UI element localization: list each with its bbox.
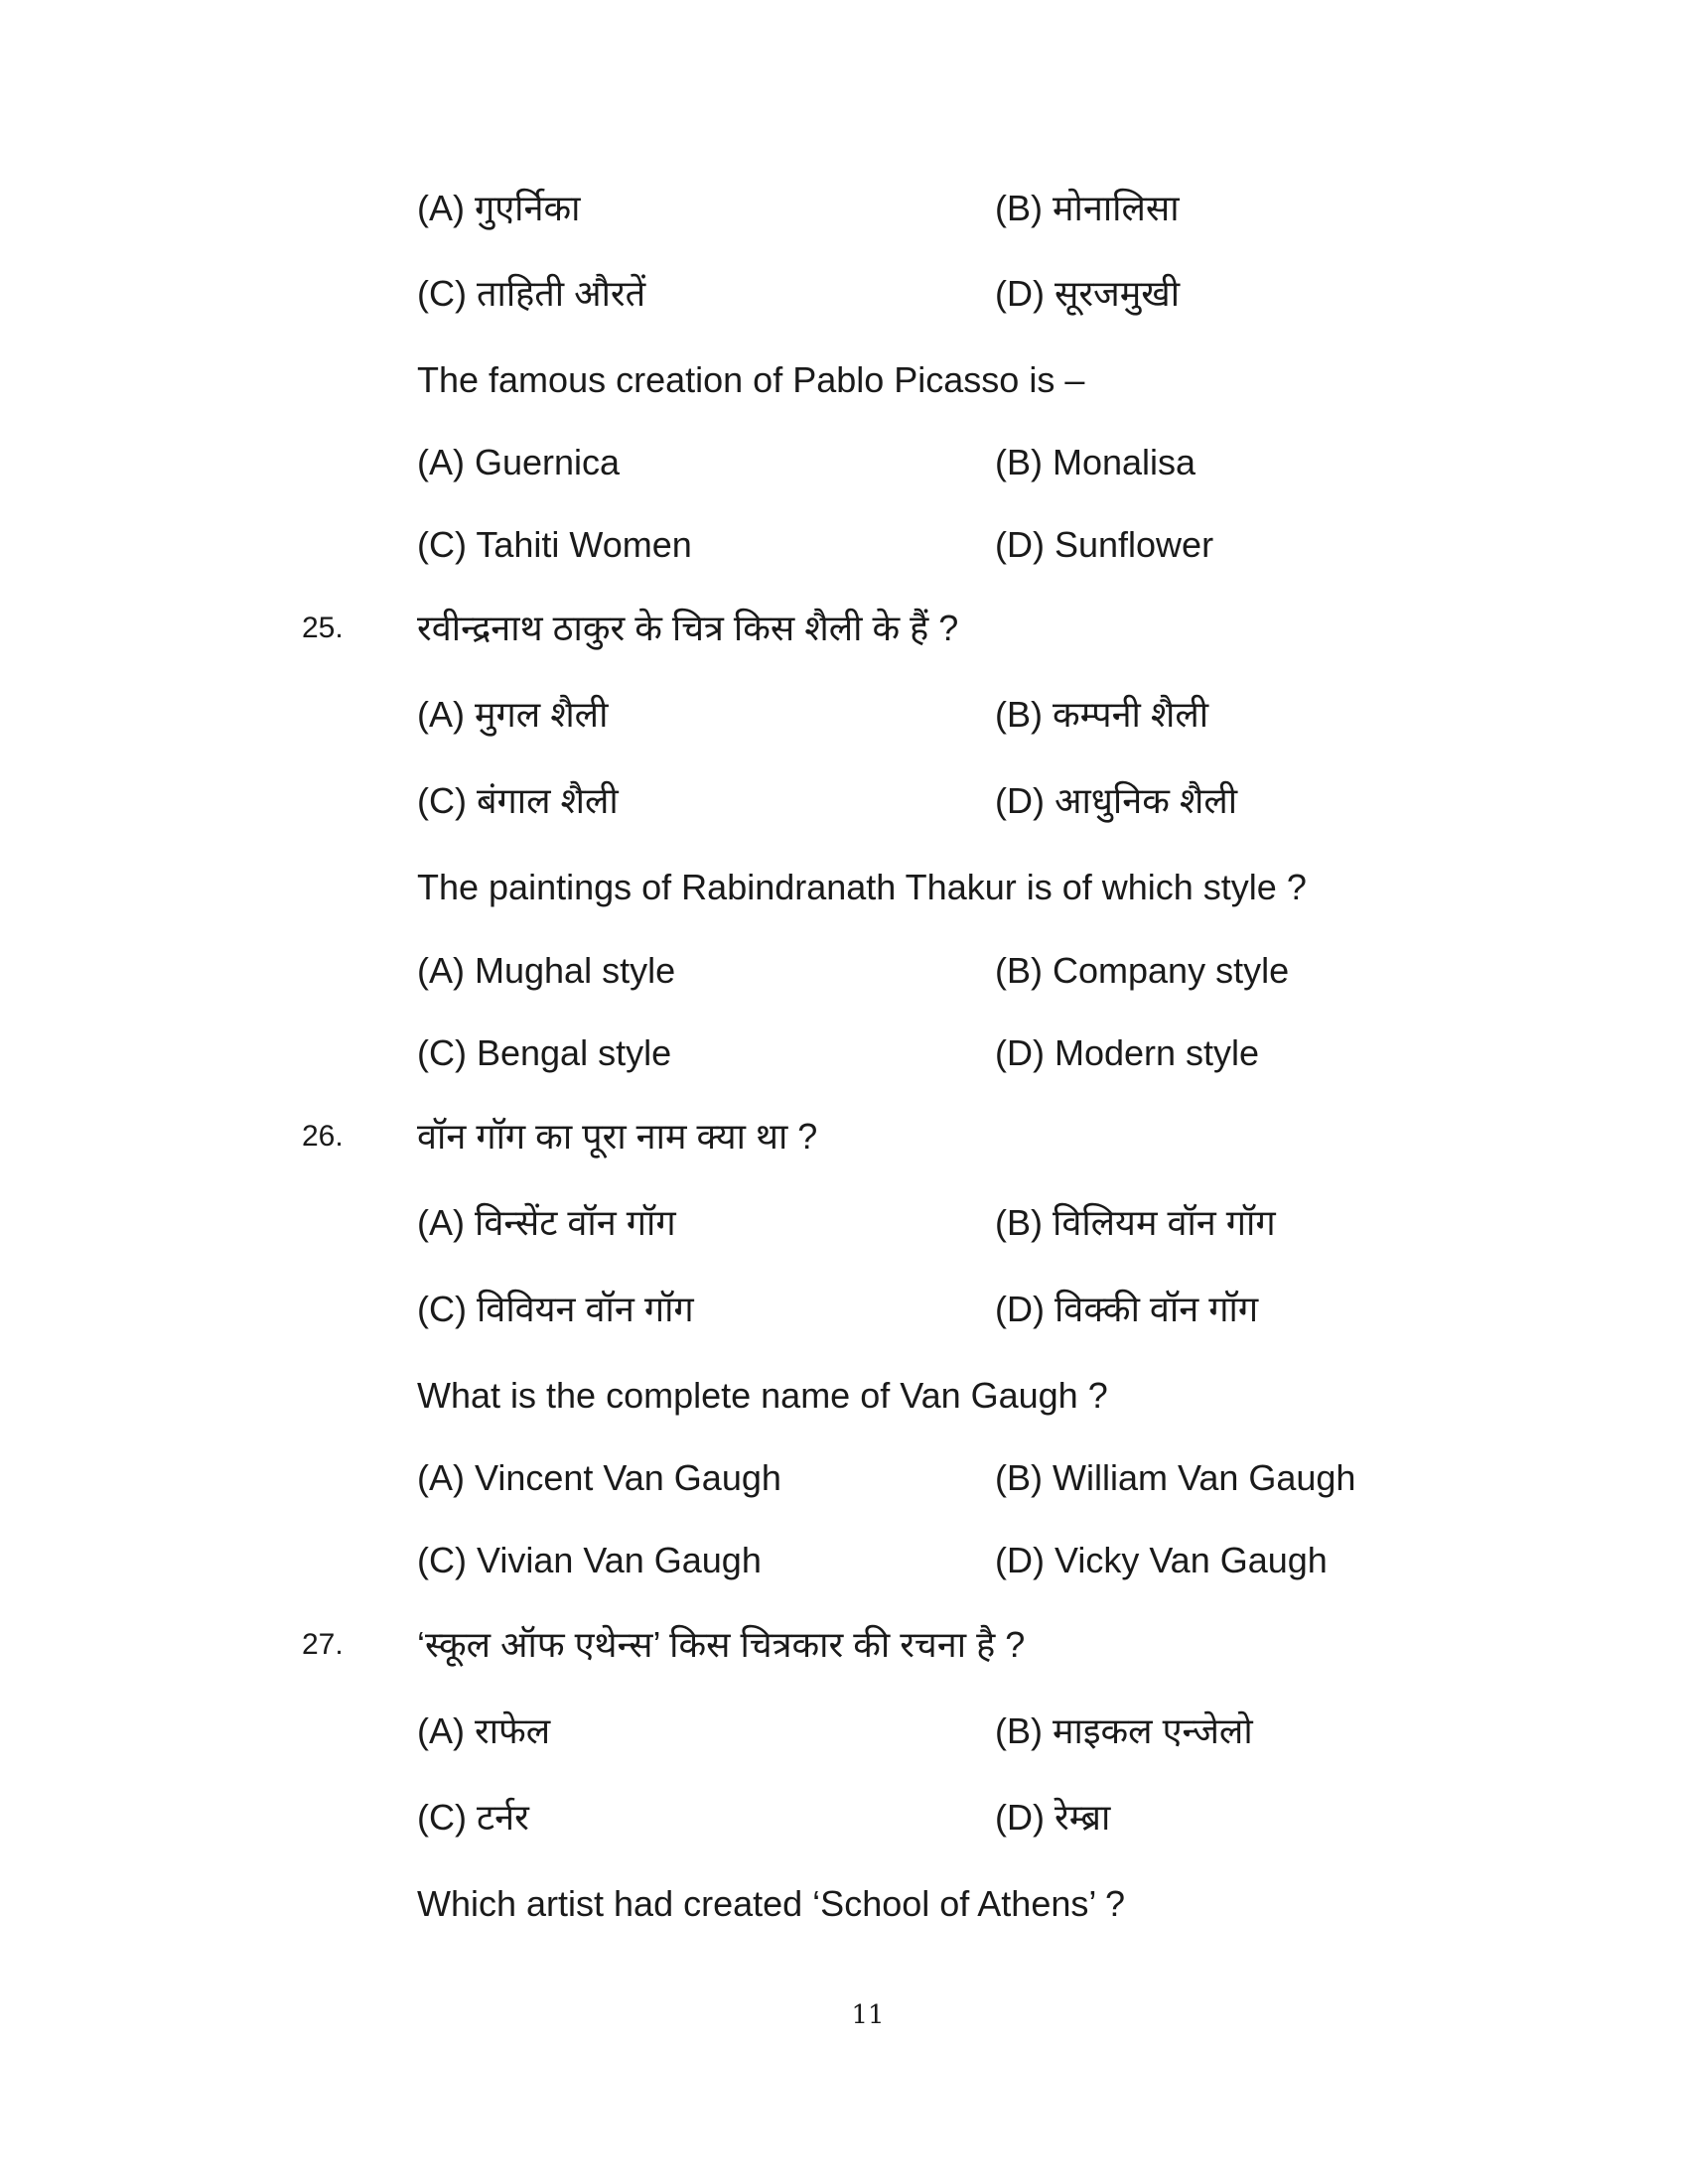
q24-en-option-c: (C) Tahiti Women	[417, 524, 692, 565]
q26-hi-question: वॉन गॉग का पूरा नाम क्या था ?	[417, 1116, 818, 1157]
q24-en-option-d: (D) Sunflower	[995, 524, 1214, 565]
q24-hi-option-a: (A) गुएर्निका	[417, 188, 581, 228]
q26-en-question-row	[0, 1366, 1688, 1426]
q25-en-option-b: (B) Company style	[995, 950, 1290, 991]
q25-en-option-c: (C) Bengal style	[417, 1032, 672, 1073]
q27-hi-option-a: (A) राफेल	[417, 1710, 551, 1751]
page-number: 11	[851, 2000, 885, 2030]
question-number-26: 26.	[302, 1120, 344, 1153]
q24-en-question: The famous creation of Pablo Picasso is –	[417, 359, 1085, 400]
q25-en-options-row-1	[0, 941, 1688, 1001]
q25-hi-question-row	[0, 599, 1688, 658]
q24-en-option-b: (B) Monalisa	[995, 442, 1196, 482]
q24-en-options-row-1	[0, 433, 1688, 492]
q25-en-option-a: (A) Mughal style	[417, 950, 676, 991]
q26-en-option-b: (B) William Van Gaugh	[995, 1457, 1356, 1498]
q26-en-question: What is the complete name of Van Gaugh ?	[417, 1375, 1108, 1416]
q24-en-question-row	[0, 350, 1688, 410]
question-number-27: 27.	[302, 1628, 344, 1661]
q25-en-option-d: (D) Modern style	[995, 1032, 1260, 1073]
q25-hi-option-d: (D) आधुनिक शैली	[995, 780, 1238, 821]
q25-hi-options-row-2	[0, 771, 1688, 831]
q25-hi-option-b: (B) कम्पनी शैली	[995, 694, 1209, 735]
q24-hi-option-b: (B) मोनालिसा	[995, 188, 1180, 228]
q27-hi-question: ‘स्कूल ऑफ एथेन्स’ किस चित्रकार की रचना है ?	[417, 1624, 1026, 1665]
q25-hi-question: रवीन्द्रनाथ ठाकुर के चित्र किस शैली के हैं ?	[417, 608, 959, 648]
q27-en-question: Which artist had created ‘School of Athens’ ?	[417, 1883, 1126, 1924]
q26-hi-question-row	[0, 1107, 1688, 1166]
q27-hi-option-c: (C) टर्नर	[417, 1797, 529, 1838]
q26-hi-option-b: (B) विलियम वॉन गॉग	[995, 1202, 1276, 1243]
q24-hi-option-c: (C) ताहिती औरतें	[417, 273, 646, 314]
q26-hi-option-d: (D) विक्की वॉन गॉग	[995, 1289, 1259, 1329]
q24-hi-options-row-2	[0, 264, 1688, 324]
q25-hi-options-row-1	[0, 685, 1688, 745]
q27-hi-options-row-1	[0, 1702, 1688, 1761]
q24-en-options-row-2	[0, 515, 1688, 575]
q24-en-option-a: (A) Guernica	[417, 442, 621, 482]
q25-en-question-row	[0, 858, 1688, 917]
q27-hi-question-row	[0, 1615, 1688, 1675]
q25-hi-option-c: (C) बंगाल शैली	[417, 780, 619, 821]
q26-hi-options-row-1	[0, 1193, 1688, 1253]
q26-en-option-d: (D) Vicky Van Gaugh	[995, 1540, 1328, 1580]
q27-hi-options-row-2	[0, 1788, 1688, 1847]
q27-en-question-row	[0, 1874, 1688, 1934]
q26-en-options-row-1	[0, 1448, 1688, 1508]
q27-hi-option-b: (B) माइकल एन्जेलो	[995, 1710, 1253, 1751]
q25-hi-option-a: (A) मुगल शैली	[417, 694, 609, 735]
q26-en-option-a: (A) Vincent Van Gaugh	[417, 1457, 781, 1498]
q26-en-option-c: (C) Vivian Van Gaugh	[417, 1540, 762, 1580]
q24-hi-options-row-1	[0, 179, 1688, 238]
q26-hi-option-c: (C) विवियन वॉन गॉग	[417, 1289, 694, 1329]
q26-hi-option-a: (A) विन्सेंट वॉन गॉग	[417, 1202, 676, 1243]
q25-en-question: The paintings of Rabindranath Thakur is of which style ?	[417, 867, 1307, 907]
q26-hi-options-row-2	[0, 1280, 1688, 1339]
question-number-25: 25.	[302, 612, 344, 644]
q27-hi-option-d: (D) रेम्ब्रा	[995, 1797, 1111, 1838]
q25-en-options-row-2	[0, 1024, 1688, 1083]
q24-hi-option-d: (D) सूरजमुखी	[995, 273, 1181, 314]
q26-en-options-row-2	[0, 1531, 1688, 1590]
